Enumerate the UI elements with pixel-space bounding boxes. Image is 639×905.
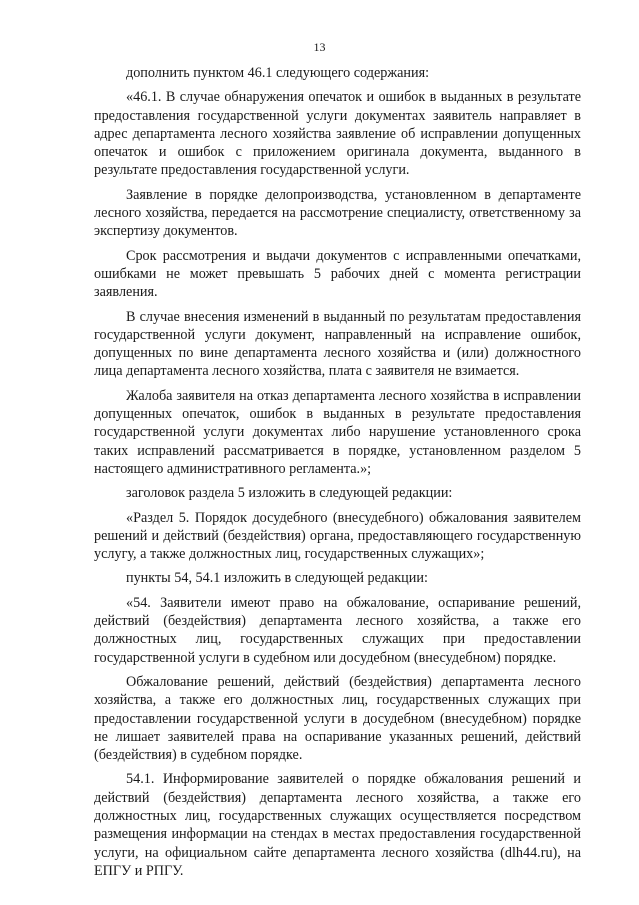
paragraph: «Раздел 5. Порядок досудебного (внесудебного) обжалования заявителем решений и действий (бездействия) органа, предоставляющего государственную услугу, а также должностных лиц, государственных служащих»; — [94, 509, 581, 563]
paragraph: 54.1. Информирование заявителей о порядке обжалования решений и действий (бездействия) департамента лесного хозяйства, а также его должностных лиц, государственных служащих осуществляется посредством размещения информации на стендах в местах предоставления государственной услуги, на официальном сайте департамента лесного хозяйства (dlh44.ru), на ЕПГУ и РПГУ. — [94, 771, 581, 879]
page-number: 13 — [313, 40, 326, 54]
document-body — [94, 64, 581, 886]
paragraph: Жалоба заявителя на отказ департамента лесного хозяйства в исправлении допущенных опечаток, ошибок в выданных в результате предоставления государственной услуги документах либо нарушение установленного срока таких исправлений рассматривается в порядке, установленном разделом 5 настоящего административного регламента.»; — [94, 387, 581, 477]
paragraph: Обжалование решений, действий (бездействия) департамента лесного хозяйства, а также его должностных лиц, государственных служащих при предоставлении государственной услуги в досудебном (внесудебном) порядке не лишает заявителей права на оспаривание указанных решений, действий (бездействия) в судебном порядке. — [94, 673, 581, 764]
paragraph: дополнить пунктом 46.1 следующего содержания: — [126, 65, 430, 81]
paragraph: Заявление в порядке делопроизводства, установленном в департаменте лесного хозяйства, передается на рассмотрение специалисту, ответственному за экспертизу документов. — [94, 186, 581, 240]
paragraph: «54. Заявители имеют право на обжалование, оспаривание решений, действий (бездействия) департамента лесного хозяйства, а также его должностных лиц, государственных служащих при предоставлении государственной услуги в судебном или досудебном (внесудебном) порядке. — [94, 594, 581, 666]
paragraph: В случае внесения изменений в выданный по результатам предоставления государственной услуги документ, направленный на исправление ошибок, допущенных по вине департамента лесного хозяйства и (или) должностного лица департамента лесного хозяйства, плата с заявителя не взимается. — [94, 308, 581, 380]
paragraph: Срок рассмотрения и выдачи документов с исправленными опечатками, ошибками не может превышать 5 рабочих дней с момента регистрации заявления. — [94, 247, 581, 301]
paragraph: заголовок раздела 5 изложить в следующей редакции: — [126, 485, 453, 502]
paragraph: пункты 54, 54.1 изложить в следующей редакции: — [126, 570, 428, 587]
paragraph: «46.1. В случае обнаружения опечаток и ошибок в выданных в результате предоставления государственной услуги документах заявитель направляет в адрес департамента лесного хозяйства заявление об исправлении допущенных опечаток и ошибок с приложением оригинала документа, выданного в результате предоставления государственной услуги. — [94, 89, 581, 179]
